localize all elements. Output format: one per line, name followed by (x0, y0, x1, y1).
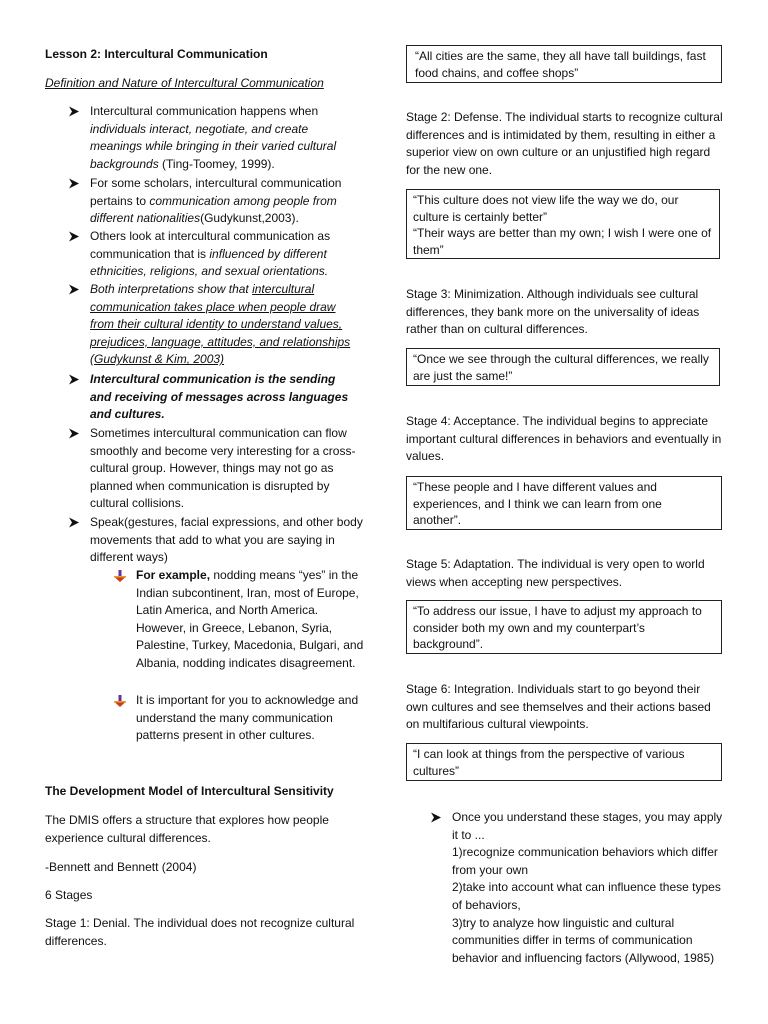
stages-count: 6 Stages (45, 888, 93, 902)
bullet-text: Intercultural communication is the sending and receiving of messages across languages and cultures. (90, 372, 349, 422)
bullet-text: Once you understand these stages, you may apply it to ... (452, 810, 723, 842)
stage-2-text: Stage 2: Defense. The individual starts to recognize cultural differences and is intimidated by them, resulting in either a superior view on own culture or an unjustified high regard for the new one. (406, 110, 723, 177)
quote-text: “Once we see through the cultural differences, we really are just the same!” (413, 352, 709, 383)
quote-text: “To address our issue, I have to adjust my approach to consider both my own and my counterpart’s background”. (413, 604, 702, 651)
lesson-title: Lesson 2: Intercultural Communication (45, 47, 268, 61)
arrow-bullet-icon (68, 103, 80, 120)
bullet-emphasis: influenced by different ethnicities, religions, and sexual orientations. (90, 246, 329, 279)
bullet-text: For some scholars, intercultural communication pertains to (90, 176, 342, 208)
quote-text: “These people and I have different values and experiences, and I think we can learn from one another”. (413, 480, 662, 527)
bullet-text: Intercultural communication happens when (90, 104, 319, 118)
list-item: 3)try to analyze how linguistic and cultural communities differ in terms of communication behavior and influencing factors (Allywood, 1985) (452, 915, 715, 965)
bullet-item (90, 175, 358, 228)
arrow-bullet-icon (68, 228, 80, 245)
bullet-text: Both interpretations show that (90, 282, 253, 296)
quote-text: “All cities are the same, they all have tall buildings, fast food chains, and coffee shops” (415, 49, 706, 80)
quote-box-defense (406, 189, 720, 259)
arrow-bullet-icon (68, 175, 80, 192)
arrow-bullet-icon (430, 809, 442, 826)
stage-3-text: Stage 3: Minimization. Although individuals see cultural differences, they bank more on the universality of ideas rather than on cultural differences. (406, 287, 700, 337)
dmis-heading: The Development Model of Intercultural Sensitivity (45, 784, 334, 798)
list-item: 2)take into account what can influence these types of behaviors, (452, 880, 721, 912)
sub-bullet-lead: For example, (136, 568, 211, 582)
bullet-item (90, 425, 364, 513)
quote-text: “This culture does not view life the way we do, our culture is certainly better” (413, 193, 679, 224)
bullet-text: Others look at intercultural communication as communication that is (90, 229, 331, 261)
stage-6-text: Stage 6: Integration. Individuals start to go beyond their own cultures and see themselves and their actions based on multifarious cultural viewpoints. (406, 682, 711, 732)
down-arrow-bullet-icon (114, 695, 126, 707)
quote-box-integration (406, 743, 722, 781)
bullet-item (90, 514, 366, 567)
sub-bullet-item (136, 567, 368, 673)
quote-box-acceptance (406, 476, 722, 530)
bullet-emphasis: intercultural communication takes place when people draw from their cultural identity to understand values, prejudices, language, attitudes, and relationships (Gudykunst & Kim, 2003) (90, 282, 351, 367)
quote-box-adaptation (406, 600, 722, 654)
sub-bullet-item (136, 692, 368, 745)
bullet-citation: (Ting-Toomey, 1999). (158, 156, 275, 171)
bullet-text: Speak(gestures, facial expressions, and other body movements that add to what you are saying in different ways) (90, 515, 363, 565)
citation: -Bennett and Bennett (2004) (45, 860, 197, 874)
down-arrow-bullet-icon (114, 570, 126, 582)
sub-bullet-text: It is important for you to acknowledge and understand the many communication patterns present in other cultures. (136, 693, 359, 743)
quote-box-denial (406, 45, 722, 83)
bullet-item (90, 103, 358, 173)
quote-text: “I can look at things from the perspective of various cultures” (413, 747, 685, 778)
stage-1-text: Stage 1: Denial. The individual does not recognize cultural differences. (45, 916, 355, 948)
bullet-emphasis: communication among people from different nationalities (90, 193, 337, 226)
bullet-item (90, 228, 350, 281)
quote-text: “Their ways are better than my own; I wish I were one of them” (413, 226, 712, 257)
section-subtitle: Definition and Nature of Intercultural Communication (45, 76, 324, 90)
stage-4-text: Stage 4: Acceptance. The individual begins to appreciate important cultural differences in behaviors and eventually in values. (406, 414, 722, 464)
arrow-bullet-icon (68, 425, 80, 442)
bullet-citation: (Gudykunst,2003). (200, 211, 299, 226)
bullet-item (90, 281, 360, 369)
arrow-bullet-icon (68, 281, 80, 298)
bullet-text: Sometimes intercultural communication can flow smoothly and become very interesting for a cross-cultural group. However, things may not go as planned when communication is disrupted by cultural collisions. (90, 426, 356, 511)
arrow-bullet-icon (68, 371, 80, 388)
stage-5-text: Stage 5: Adaptation. The individual is very open to world views when accepting new perspectives. (406, 557, 705, 589)
list-item: 1)recognize communication behaviors which differ from your own (452, 845, 718, 877)
bullet-emphasis: individuals interact, negotiate, and create meanings while bringing in their varied cultural backgrounds (90, 121, 337, 171)
dmis-description: The DMIS offers a structure that explores how people experience cultural differences. (45, 813, 329, 845)
sub-bullet-text: nodding means “yes” in the Indian subcontinent, Iran, most of Europe, Latin America, and North America. However, in Greece, Lebanon, Syria, Palestine, Turkey, Macedonia, Bulgari, and Albania, nodding indicates disagreement. (136, 568, 364, 670)
bullet-item (90, 371, 356, 424)
quote-box-minimization (406, 348, 720, 386)
arrow-bullet-icon (68, 514, 80, 531)
bullet-item (452, 809, 728, 967)
